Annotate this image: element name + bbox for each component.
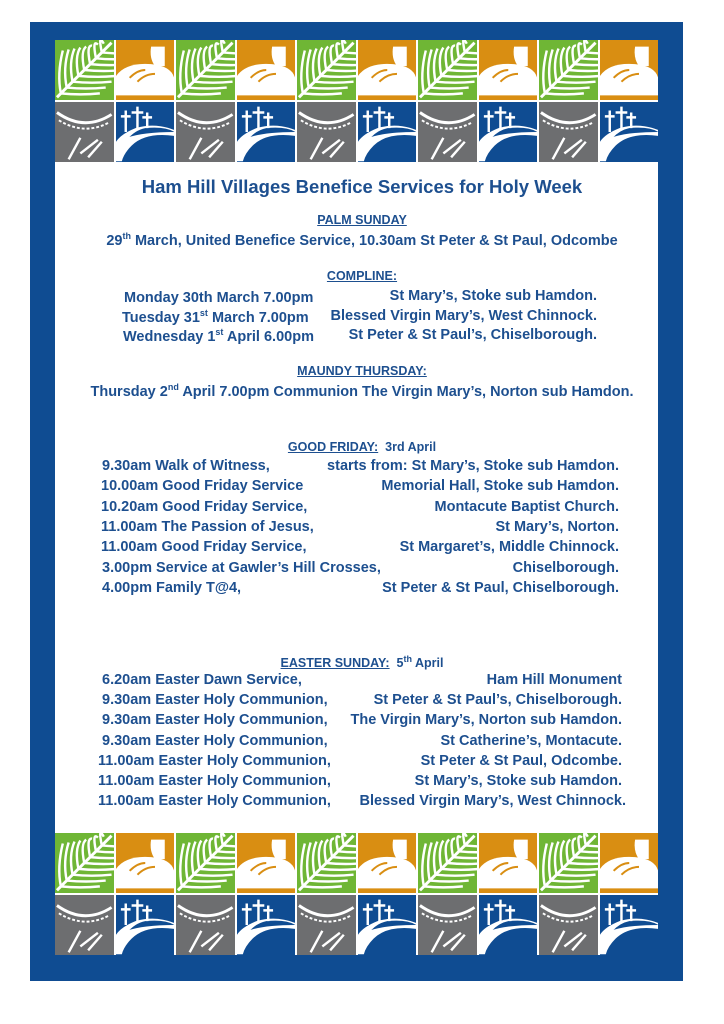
easter-service: 11.00am Easter Holy Communion, <box>98 773 331 789</box>
good-friday-location: starts from: St Mary’s, Stoke sub Hamdon. <box>327 458 619 474</box>
compline-place: Blessed Virgin Mary’s, West Chinnock. <box>330 307 597 324</box>
decorative-tile-band-top <box>55 40 658 162</box>
three-crosses-hill-icon <box>600 895 659 955</box>
easter-location: St Peter & St Paul, Odcombe. <box>420 752 622 769</box>
palm-leaf-icon <box>418 833 477 893</box>
crown-of-thorns-and-nails-icon <box>176 895 235 955</box>
crown-of-thorns-and-nails-icon <box>539 102 598 162</box>
palm-leaf-icon <box>297 833 356 893</box>
easter-sunday-heading: EASTER SUNDAY: 5th April <box>280 654 444 671</box>
palm-leaf-icon <box>539 40 598 100</box>
compline-place: St Mary’s, Stoke sub Hamdon. <box>389 288 597 304</box>
good-friday-location: St Peter & St Paul, Chiselborough. <box>382 579 619 596</box>
good-friday-location: St Mary’s, Norton. <box>495 518 619 535</box>
easter-service: 6.20am Easter Dawn Service, <box>102 672 302 688</box>
three-crosses-hill-icon <box>237 102 296 162</box>
crown-of-thorns-and-nails-icon <box>55 895 114 955</box>
bread-and-cup-icon <box>358 40 417 100</box>
three-crosses-hill-icon <box>600 102 659 162</box>
easter-location: Ham Hill Monument <box>486 672 622 688</box>
bread-and-cup-icon <box>600 40 659 100</box>
easter-service: 9.30am Easter Holy Communion, <box>102 712 328 729</box>
crown-of-thorns-and-nails-icon <box>539 895 598 955</box>
palm-leaf-icon <box>176 40 235 100</box>
bread-and-cup-icon <box>479 40 538 100</box>
good-friday-service: 3.00pm Service at Gawler’s Hill Crosses, <box>102 559 381 576</box>
compline-time: Wednesday 1st April 6.00pm <box>123 327 314 345</box>
good-friday-service: 10.00am Good Friday Service <box>101 478 304 495</box>
palm-leaf-icon <box>55 40 114 100</box>
three-crosses-hill-icon <box>358 102 417 162</box>
palm-sunday-heading: PALM SUNDAY <box>317 213 407 227</box>
palm-leaf-icon <box>539 833 598 893</box>
good-friday-location: Chiselborough. <box>512 559 619 576</box>
palm-leaf-icon <box>55 833 114 893</box>
easter-service: 11.00am Easter Holy Communion, <box>98 752 331 769</box>
page-title: Ham Hill Villages Benefice Services for Holy Week <box>141 176 583 197</box>
maundy-thursday-service: Thursday 2nd April 7.00pm Communion The Virgin Mary’s, Norton sub Hamdon. <box>90 382 634 400</box>
palm-sunday-service: 29th March, United Benefice Service, 10.30am St Peter & St Paul, Odcombe <box>106 231 618 249</box>
easter-service: 11.00am Easter Holy Communion, <box>98 793 331 810</box>
palm-leaf-icon <box>297 40 356 100</box>
bread-and-cup-icon <box>600 833 659 893</box>
good-friday-location: Memorial Hall, Stoke sub Hamdon. <box>381 478 619 495</box>
three-crosses-hill-icon <box>358 895 417 955</box>
good-friday-location: Montacute Baptist Church. <box>434 498 619 515</box>
easter-service: 9.30am Easter Holy Communion, <box>102 692 328 709</box>
crown-of-thorns-and-nails-icon <box>176 102 235 162</box>
palm-leaf-icon <box>176 833 235 893</box>
compline-place: St Peter & St Paul’s, Chiselborough. <box>348 327 597 343</box>
three-crosses-hill-icon <box>479 895 538 955</box>
easter-service: 9.30am Easter Holy Communion, <box>102 732 328 749</box>
good-friday-location: St Margaret’s, Middle Chinnock. <box>399 539 619 556</box>
easter-location: St Catherine’s, Montacute. <box>440 732 622 749</box>
crown-of-thorns-and-nails-icon <box>418 102 477 162</box>
good-friday-service: 10.20am Good Friday Service, <box>101 498 308 515</box>
crown-of-thorns-and-nails-icon <box>418 895 477 955</box>
crown-of-thorns-and-nails-icon <box>297 102 356 162</box>
bread-and-cup-icon <box>116 833 175 893</box>
bread-and-cup-icon <box>479 833 538 893</box>
good-friday-service: 9.30am Walk of Witness, <box>102 458 270 474</box>
three-crosses-hill-icon <box>237 895 296 955</box>
crown-of-thorns-and-nails-icon <box>297 895 356 955</box>
bread-and-cup-icon <box>237 833 296 893</box>
good-friday-service: 4.00pm Family T@4, <box>102 579 242 596</box>
good-friday-heading: GOOD FRIDAY: 3rd April <box>287 440 437 454</box>
three-crosses-hill-icon <box>479 102 538 162</box>
easter-location: St Peter & St Paul’s, Chiselborough. <box>373 692 622 709</box>
easter-location: St Mary’s, Stoke sub Hamdon. <box>414 773 622 789</box>
compline-time: Tuesday 31st March 7.00pm <box>122 307 309 326</box>
compline-heading: COMPLINE: <box>326 269 398 283</box>
bread-and-cup-icon <box>358 833 417 893</box>
easter-location: The Virgin Mary’s, Norton sub Hamdon. <box>350 712 622 729</box>
maundy-thursday-heading: MAUNDY THURSDAY: <box>297 364 427 378</box>
good-friday-service: 11.00am Good Friday Service, <box>101 539 307 556</box>
bread-and-cup-icon <box>116 40 175 100</box>
crown-of-thorns-and-nails-icon <box>55 102 114 162</box>
decorative-tile-band-bottom <box>55 833 658 955</box>
palm-leaf-icon <box>418 40 477 100</box>
three-crosses-hill-icon <box>116 895 175 955</box>
easter-location: Blessed Virgin Mary’s, West Chinnock. <box>359 793 626 810</box>
compline-time: Monday 30th March 7.00pm <box>124 289 314 306</box>
bread-and-cup-icon <box>237 40 296 100</box>
three-crosses-hill-icon <box>116 102 175 162</box>
good-friday-service: 11.00am The Passion of Jesus, <box>101 518 314 535</box>
